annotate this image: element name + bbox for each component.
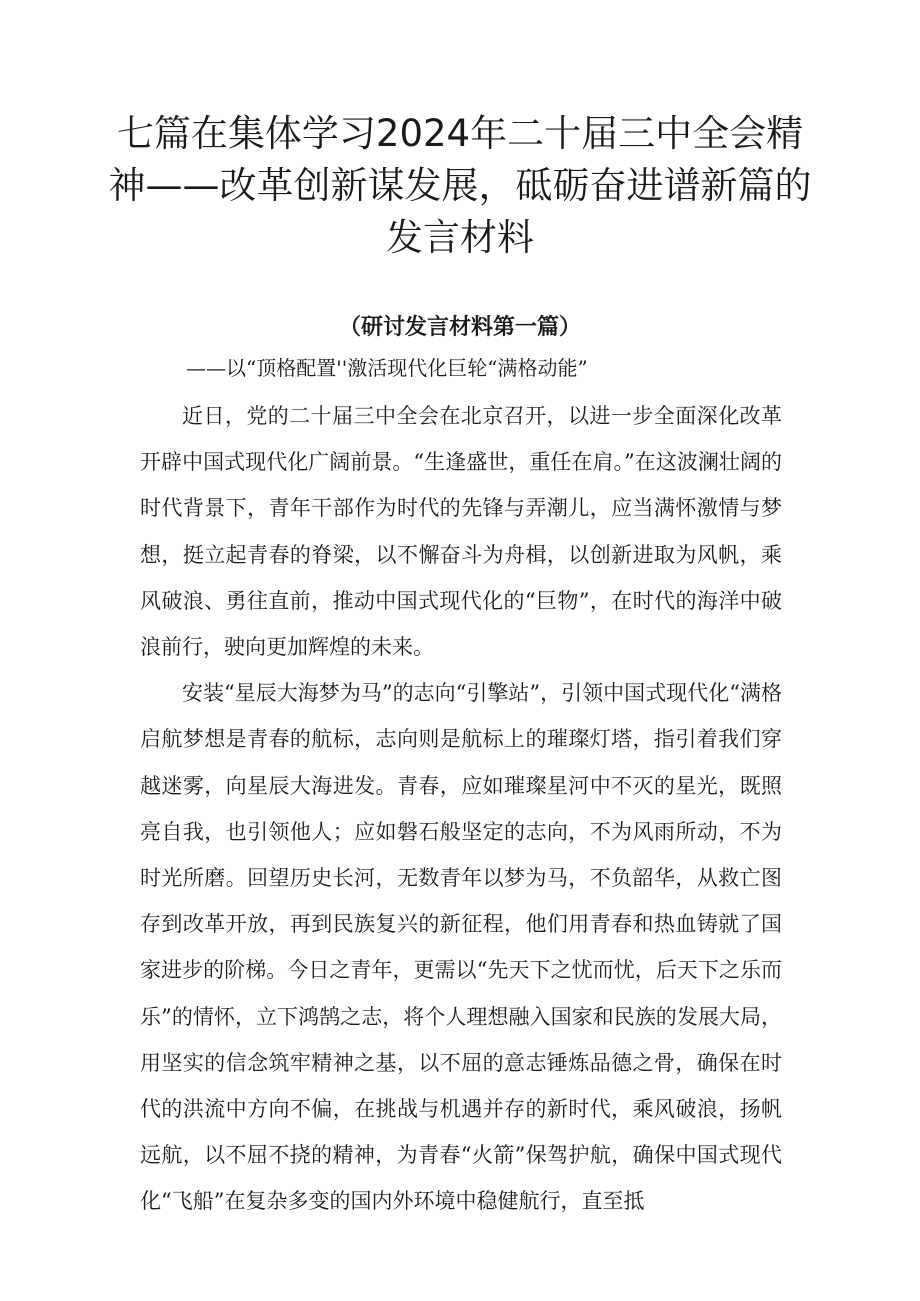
body-paragraph: 近日，党的二十届三中全会在北京召开，以进一步全面深化改革开辟中国式现代化广阔前景。“生逢盛世，重任在肩。”在这波澜壮阔的时代背景下，青年干部作为时代的先锋与弄潮儿，应当满怀激情与梦想，挺立起青春的脊梁，以不懈奋斗为舟楫，以创新进取为风帆，乘风破浪、勇往直前，推动中国式现代化的“巨物”，在时代的海洋中破浪前行，驶向更加辉煌的未来。 bbox=[140, 404, 782, 660]
section-subheading: ——以“顶格配置''激活现代化巨轮“满格动能” bbox=[186, 356, 588, 380]
body-paragraph: 安装“星辰大海梦为马”的志向“引擎站”，引领中国式现代化“满格启航梦想是青春的航标，志向则是航标上的璀璨灯塔，指引着我们穿越迷雾，向星辰大海进发。青春，应如璀璨星河中不灭的星光，既照亮自我，也引领他人；应如磐石般坚定的志向，不为风雨所动，不为时光所磨。回望历史长河，无数青年以梦为马，不负韶华，从救亡图存到改革开放，再到民族复兴的新征程，他们用青春和热血铸就了国家进步的阶梯。今日之青年，更需以“先天下之忧而忧，后天下之乐而乐”的情怀，立下鸿鹄之志，将个人理想融入国家和民族的发展大局，用坚实的信念筑牢精神之基，以不屈的意志锤炼品德之骨，确保在时代的洪流中方向不偏，在挑战与机遇并存的新时代，乘风破浪，扬帆远航，以不屈不挠的精神，为青春“火箭”保驾护航，确保中国式现代化“飞船”在复杂多变的国内外环境中稳健航行，直至抵 bbox=[140, 681, 782, 1214]
document-title: 七篇在集体学习2024年二十届三中全会精神——改革创新谋发展，砥砺奋进谱新篇的发言材料 bbox=[108, 112, 812, 259]
document-body bbox=[140, 393, 782, 1225]
section-heading: （研讨发言材料第一篇） bbox=[338, 315, 581, 340]
